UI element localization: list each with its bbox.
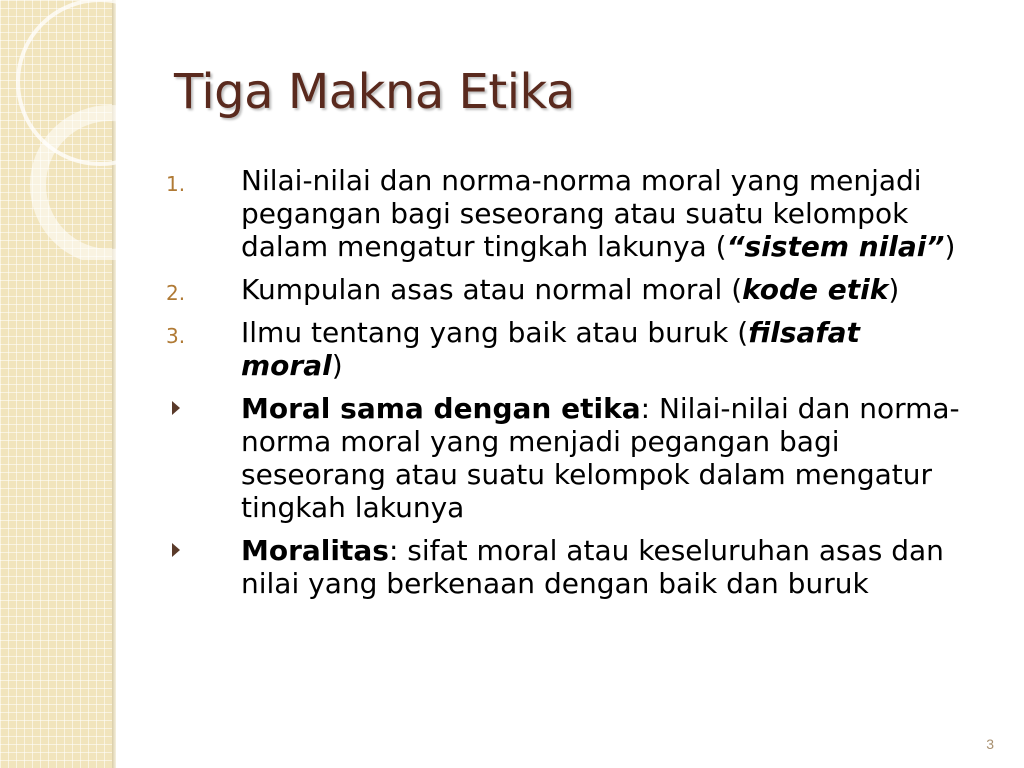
- arrow-bullet-icon: [172, 401, 180, 415]
- bullet-item-2: [166, 534, 966, 600]
- item-emphasis: “sistem nilai”: [726, 230, 945, 263]
- item-emphasis: kode etik: [742, 273, 889, 306]
- arrow-bullet-icon: [172, 543, 180, 557]
- numbered-item-1: [166, 164, 966, 263]
- item-emphasis: filsafat moral: [241, 316, 860, 382]
- item-text-end: ): [331, 349, 343, 382]
- bullet-text: : Nilai-nilai dan norma-norma moral yang menjadi pegangan bagi seseorang atau suatu kelompok dalam mengatur tingkah lakunya: [241, 392, 960, 524]
- bullet-term: Moralitas: [241, 534, 389, 567]
- item-text: Ilmu tentang yang baik atau buruk (: [241, 316, 749, 349]
- slide-content: [166, 164, 966, 610]
- item-number: 3.: [166, 324, 186, 348]
- item-number: 2.: [166, 281, 186, 305]
- numbered-item-2: [166, 273, 966, 306]
- item-text-end: ): [944, 230, 956, 263]
- bullet-item-1: [166, 392, 966, 524]
- item-number: 1.: [166, 172, 186, 196]
- slide-title: Tiga Makna Etika: [174, 64, 575, 120]
- numbered-item-3: [166, 316, 966, 382]
- item-text: Kumpulan asas atau normal moral (: [241, 273, 743, 306]
- item-text: Nilai-nilai dan norma-norma moral yang menjadi pegangan bagi seseorang atau suatu kelompok dalam mengatur tingkah lakunya (: [241, 164, 922, 263]
- decorative-rings-icon: [0, 0, 160, 260]
- page-number: 3: [986, 736, 994, 752]
- bullet-text: : sifat moral atau keseluruhan asas dan nilai yang berkenaan dengan baik dan buruk: [241, 534, 944, 600]
- bullet-term: Moral sama dengan etika: [241, 392, 641, 425]
- item-text-end: ): [888, 273, 900, 306]
